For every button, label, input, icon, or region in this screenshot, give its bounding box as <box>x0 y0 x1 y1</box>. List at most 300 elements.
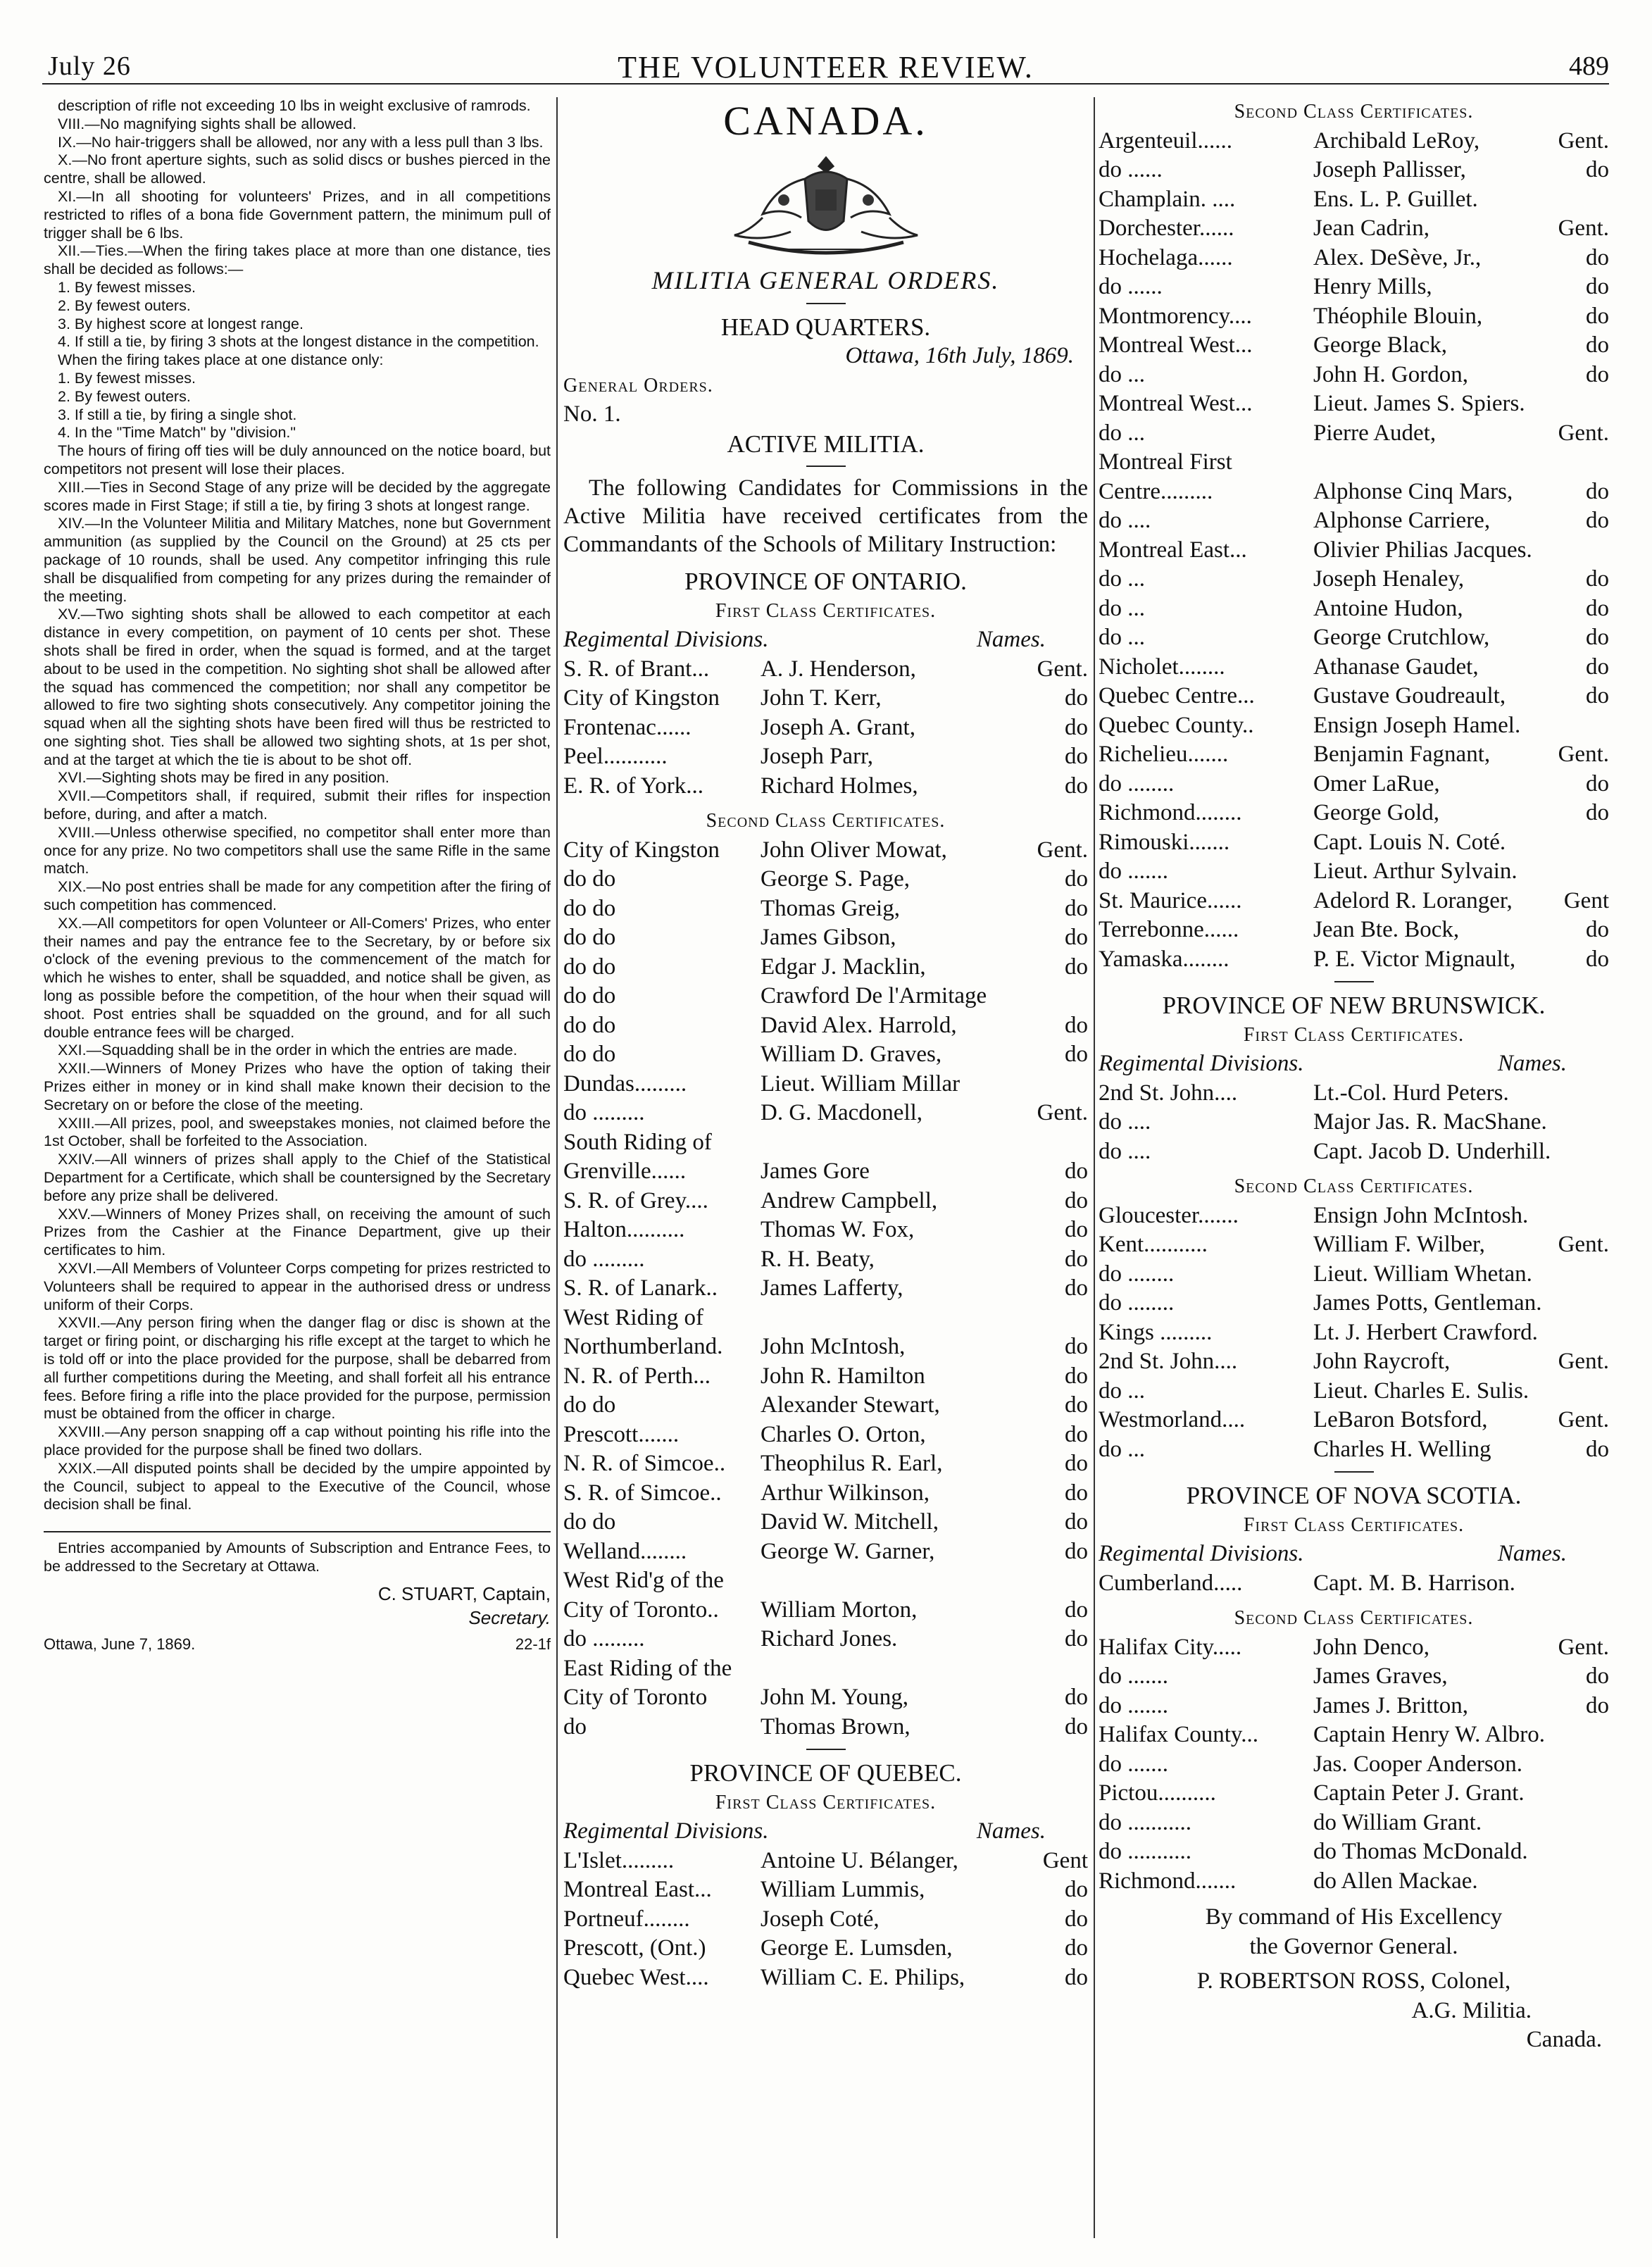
status-cell: do <box>1586 244 1609 270</box>
division-cell: Halifax County... <box>1099 1722 1258 1747</box>
name-cell: Olivier Philias Jacques. <box>1313 537 1532 563</box>
status-cell: do <box>1065 895 1088 921</box>
orders-title: MILITIA GENERAL ORDERS. <box>651 266 1000 294</box>
closing-country: Canada. <box>1526 2027 1602 2052</box>
name-cell: Thomas W. Fox, <box>761 1217 915 1242</box>
name-cell: Joseph Henaley, <box>1313 566 1465 592</box>
certificate-row <box>563 1566 1088 1596</box>
right-column-orders <box>1099 97 1609 2238</box>
division-cell: Kings ......... <box>1099 1319 1213 1345</box>
name-cell: Jean Bte. Bock, <box>1313 917 1460 942</box>
division-cell: N. R. of Simcoe.. <box>563 1451 726 1476</box>
certificate-row <box>1099 1662 1609 1692</box>
certificate-row <box>563 713 1088 743</box>
certificate-row <box>563 1011 1088 1041</box>
division-cell: Quebec West.... <box>563 1964 709 1990</box>
name-cell: John Raycroft, <box>1313 1349 1451 1374</box>
rule-paragraph: 3. If still a tie, by firing a single shot. <box>58 406 297 423</box>
name-cell: Joseph A. Grant, <box>761 714 915 740</box>
province-title: PROVINCE OF NEW BRUNSWICK. <box>1162 992 1546 1019</box>
certificate-row <box>563 1099 1088 1128</box>
certificate-row <box>1099 448 1609 477</box>
certificate-row <box>1099 799 1609 828</box>
status-cell: do <box>1065 1246 1088 1272</box>
middle-column-orders <box>563 97 1088 2238</box>
division-cell: Richmond........ <box>1099 800 1242 825</box>
certificate-row <box>563 1391 1088 1420</box>
division-cell: do ....... <box>1099 1692 1168 1718</box>
division-cell: Champlain. .... <box>1099 186 1236 212</box>
certificate-row <box>1099 214 1609 244</box>
status-cell: do <box>1065 1392 1088 1418</box>
name-cell: Jas. Cooper Anderson. <box>1313 1751 1522 1777</box>
certificate-row <box>563 1449 1088 1479</box>
rule-paragraph: XI.—In all shooting for volunteers' Prizes, and in all competitions restricted to rifles of a bona fide Government pattern, the minimum pull of trigger shall be 6 lbs. <box>44 187 551 242</box>
certificate-row <box>563 1934 1088 1963</box>
name-cell: Lt.-Col. Hurd Peters. <box>1313 1080 1509 1106</box>
division-cell: Cumberland..... <box>1099 1570 1243 1596</box>
rule-paragraph: XXIV.—All winners of prizes shall apply to the Chief of the Statistical Department for a Certificate, which shall be countersigned by the Secretary before any prize shall be delivered. <box>44 1151 551 1204</box>
name-cell: Richard Holmes, <box>761 773 918 799</box>
status-cell: Gent. <box>1558 216 1609 241</box>
left-column-rules <box>44 97 551 2238</box>
division-cell: do do <box>563 1042 616 1067</box>
status-cell: do <box>1586 1436 1609 1462</box>
status-cell: do <box>1586 595 1609 621</box>
name-cell: William Morton, <box>761 1597 918 1623</box>
certificate-row <box>563 1713 1088 1742</box>
name-cell: John Denco, <box>1313 1634 1429 1660</box>
status-cell: do <box>1586 654 1609 680</box>
certificate-row <box>1099 1347 1609 1377</box>
province-title: PROVINCE OF QUEBEC. <box>689 1759 962 1787</box>
status-cell: do <box>1065 866 1088 892</box>
name-cell: George Gold, <box>1313 800 1440 825</box>
name-cell: John H. Gordon, <box>1313 361 1468 387</box>
names-header: Names. <box>1497 1541 1567 1566</box>
status-cell: Gent. <box>1037 1100 1088 1125</box>
rule-paragraph: XVII.—Competitors shall, if required, submit their rifles for inspection before, during, and after a match. <box>44 787 551 823</box>
status-cell: do <box>1586 157 1609 182</box>
class-heading: First Class Certificates. <box>1243 1513 1465 1536</box>
division-cell: S. R. of Simcoe.. <box>563 1480 722 1506</box>
certificate-row <box>1099 887 1609 916</box>
status-cell: do <box>1586 1663 1609 1689</box>
name-cell: Ens. L. P. Guillet. <box>1313 186 1478 212</box>
certificate-row <box>563 1654 1088 1684</box>
rule-paragraph: XV.—Two sighting shots shall be allowed to each competitor at each distance in every competition, on payment of 10 cents per shot. These shots shall be fired in order, when the squad is formed, and at the target about to be used in the competition. No sighting shot shall be allowed after the squad has commenced the competition; nor shall any competitor be allowed to fire two sighting shots consecutively. Any competitor joining the squad when all the sighting shots have been fired will thus be restricted to one sighting shot. Ties shall be allowed two sighting shots, at 1s per shot, and at the target at which the tie is about to be shot off. <box>44 606 551 768</box>
certificate-row <box>563 894 1088 924</box>
status-cell: do <box>1065 1451 1088 1476</box>
status-cell: do <box>1586 946 1609 972</box>
name-cell: do Allen Mackae. <box>1313 1868 1478 1894</box>
ns-first-class-list <box>1099 1569 1609 1599</box>
divisions-header: Regimental Divisions. <box>563 1818 769 1844</box>
name-cell: Joseph Coté, <box>761 1906 880 1932</box>
name-cell: John R. Hamilton <box>761 1363 925 1389</box>
division-cell: Montmorency.... <box>1099 303 1252 329</box>
certificate-row <box>1099 1435 1609 1465</box>
certificate-row <box>1099 1108 1609 1137</box>
status-cell: do <box>1065 1906 1088 1932</box>
name-cell: Alexander Stewart, <box>761 1392 940 1418</box>
rule-paragraph: 4. If still a tie, by firing 3 shots at the longest distance in the competition. <box>58 333 539 351</box>
status-cell: do <box>1065 773 1088 799</box>
name-cell: do William Grant. <box>1313 1809 1482 1835</box>
name-cell: R. H. Beaty, <box>761 1246 875 1272</box>
rule-paragraph: 4. In the "Time Match" by "division." <box>58 424 296 442</box>
certificate-row <box>1099 740 1609 770</box>
certificate-row <box>1099 419 1609 449</box>
division-cell: Grenville...... <box>563 1159 687 1184</box>
division-cell: do ...... <box>1099 274 1163 299</box>
certificate-row <box>1099 1692 1609 1721</box>
rule-paragraph: XIV.—In the Volunteer Militia and Military Matches, none but Government ammunition (as supplied by the Council on the Ground) at 25 cts per package of 10 rounds, shall be used. Any competitor infringing this rule shall be disqualified from competing for any prizes during the remainder of the meeting. <box>44 515 551 605</box>
page-number: 489 <box>1569 51 1609 81</box>
names-header: Names. <box>976 1818 1046 1844</box>
division-cell: L'Islet......... <box>563 1847 675 1873</box>
status-cell: do <box>1065 1626 1088 1651</box>
rule-paragraph: XXVII.—Any person firing when the danger flag or disc is shown at the target or firing point, or discharging his rifle except at the target to which he is told off or into the place provided for the purpose, shall be debarred from all further competitions during the Meeting, and shall forfeit all his entrance fees. Before firing a rifle into the place provided for the purpose, permission must be obtained from the officer in charge. <box>44 1314 551 1423</box>
status-cell: do <box>1586 508 1609 533</box>
division-cell: South Riding of <box>563 1129 712 1155</box>
division-cell: S. R. of Brant... <box>563 656 710 682</box>
division-cell: Montreal First <box>1099 449 1232 475</box>
column-headers <box>563 625 1088 655</box>
status-cell: do <box>1065 685 1088 711</box>
rule-paragraph: IX.—No hair-triggers shall be allowed, nor any with a less pull than 3 lbs. <box>58 133 544 151</box>
certificate-row <box>563 1847 1088 1876</box>
certificate-row <box>563 1963 1088 1993</box>
status-cell: do <box>1065 1597 1088 1623</box>
division-cell: Centre......... <box>1099 478 1213 504</box>
column-headers <box>1099 1049 1609 1079</box>
dateline: Ottawa, 16th July, 1869. <box>845 343 1074 368</box>
division-cell: Richelieu....... <box>1099 742 1229 767</box>
division-cell: Montreal West... <box>1099 332 1253 358</box>
class-heading: Second Class Certificates. <box>1234 101 1474 123</box>
country-heading: CANADA. <box>723 98 928 144</box>
division-cell: do ......... <box>563 1100 645 1125</box>
certificate-row <box>1099 1837 1609 1867</box>
signature-title: Secretary. <box>468 1606 551 1628</box>
class-heading: Second Class Certificates. <box>1234 1607 1474 1629</box>
division-cell: do do <box>563 895 616 921</box>
class-heading: First Class Certificates. <box>1243 1023 1465 1046</box>
division-cell: S. R. of Grey.... <box>563 1187 708 1213</box>
name-cell: Lieut. James S. Spiers. <box>1313 391 1525 416</box>
division-cell: Nicholet........ <box>1099 654 1225 680</box>
newspaper-title: THE VOLUNTEER REVIEW. <box>618 50 1034 85</box>
name-cell: Capt. M. B. Harrison. <box>1313 1570 1515 1596</box>
name-cell: Captain Peter J. Grant. <box>1313 1780 1525 1806</box>
name-cell: Crawford De l'Armitage <box>761 983 987 1008</box>
certificate-row <box>1099 477 1609 507</box>
certificate-row <box>1099 711 1609 741</box>
nb-second-class-list <box>1099 1201 1609 1465</box>
name-cell: Thomas Brown, <box>761 1713 911 1740</box>
division-cell: West Rid'g of the <box>563 1568 724 1593</box>
division-cell: do do <box>563 983 616 1008</box>
rule-paragraph: XII.—Ties.—When the firing takes place at more than one distance, ties shall be decided as follows:— <box>44 242 551 278</box>
rule-paragraph: VIII.—No magnifying sights shall be allowed. <box>58 115 357 132</box>
name-cell: Athanase Gaudet, <box>1313 654 1479 680</box>
divider <box>806 1749 846 1750</box>
status-cell: do <box>1065 954 1088 980</box>
class-heading: First Class Certificates. <box>715 599 937 622</box>
division-cell: Terrebonne...... <box>1099 917 1239 942</box>
certificate-row <box>563 1187 1088 1216</box>
division-cell: do <box>563 1713 587 1740</box>
division-cell: do ........... <box>1099 1809 1191 1835</box>
name-cell: James Graves, <box>1313 1663 1448 1689</box>
certificate-row <box>1099 682 1609 711</box>
rule-paragraph: XXVIII.—Any person snapping off a cap without pointing his rifle into the place provided for the purpose shall be fined two dollars. <box>44 1423 551 1459</box>
division-cell: do do <box>563 866 616 892</box>
column-headers <box>563 1817 1088 1847</box>
division-cell: Gloucester....... <box>1099 1202 1239 1228</box>
name-cell: George W. Garner, <box>761 1538 935 1564</box>
name-cell: Jean Cadrin, <box>1313 216 1429 241</box>
column-rule <box>1094 97 1095 2238</box>
ns-second-class-list <box>1099 1633 1609 1897</box>
rule-paragraph: description of rifle not exceeding 10 lbs in weight exclusive of ramrods. <box>58 97 531 114</box>
certificate-row <box>1099 1230 1609 1260</box>
headquarters-heading: HEAD QUARTERS. <box>720 313 931 341</box>
column-rule <box>556 97 558 2238</box>
division-cell: S. R. of Lanark.. <box>563 1275 718 1301</box>
certificate-row <box>1099 916 1609 945</box>
name-cell: John T. Kerr, <box>761 685 882 711</box>
status-cell: Gent. <box>1558 420 1609 446</box>
certificate-row <box>1099 244 1609 273</box>
certificate-row <box>1099 623 1609 653</box>
name-cell: Pierre Audet, <box>1313 420 1437 446</box>
certificate-row <box>1099 1867 1609 1897</box>
name-cell: Joseph Pallisser, <box>1313 157 1466 182</box>
division-cell: Frontenac...... <box>563 714 692 740</box>
certificate-row <box>1099 1079 1609 1108</box>
name-cell: Major Jas. R. MacShane. <box>1313 1109 1547 1135</box>
name-cell: Arthur Wilkinson, <box>761 1480 930 1506</box>
name-cell: John Oliver Mowat, <box>761 837 947 863</box>
certificate-row <box>563 1157 1088 1187</box>
division-cell: West Riding of <box>563 1304 703 1330</box>
status-cell: do <box>1065 925 1088 950</box>
rules-text <box>44 97 551 1514</box>
division-cell: do ....... <box>1099 1663 1168 1689</box>
rule-paragraph: XXI.—Squadding shall be in the order in which the entries are made. <box>58 1042 518 1059</box>
certificate-row <box>1099 273 1609 302</box>
quebec-first-class-list <box>563 1847 1088 1993</box>
certificate-row <box>563 1216 1088 1245</box>
certificate-row <box>563 923 1088 953</box>
rule-paragraph: 3. By highest score at longest range. <box>58 315 304 332</box>
ontario-first-class-list <box>563 655 1088 801</box>
division-cell: Quebec County.. <box>1099 712 1254 738</box>
divider <box>1334 1471 1374 1473</box>
division-cell: do ... <box>1099 1378 1145 1404</box>
name-cell: Charles O. Orton, <box>761 1421 926 1447</box>
certificate-row <box>1099 594 1609 624</box>
name-cell: do Thomas McDonald. <box>1313 1839 1528 1864</box>
certificate-row <box>563 1508 1088 1537</box>
division-cell: City of Kingston <box>563 837 720 863</box>
certificate-row <box>1099 565 1609 594</box>
name-cell: Antoine U. Bélanger, <box>761 1847 958 1873</box>
division-cell: Richmond....... <box>1099 1868 1237 1894</box>
division-cell: Argenteuil...... <box>1099 127 1233 154</box>
division-cell: do ........ <box>1099 1261 1175 1287</box>
rule-paragraph: XXII.—Winners of Money Prizes who have the option of taking their Prizes either in money or in kind shall make known their decision to the Secretary on or before the close of the meeting. <box>44 1060 551 1113</box>
name-cell: Alphonse Cinq Mars, <box>1313 478 1513 504</box>
certificate-row <box>1099 1779 1609 1809</box>
status-cell: Gent. <box>1558 1407 1609 1432</box>
certificate-row <box>563 684 1088 713</box>
division-cell: Welland........ <box>563 1538 687 1564</box>
name-cell <box>753 1566 1088 1596</box>
rule-paragraph: XXVI.—All Members of Volunteer Corps competing for prizes restricted to Volunteers shall be required to appear in the authorised dress or undress uniform of their Corps. <box>44 1260 551 1313</box>
certificate-row <box>563 1683 1088 1713</box>
division-cell: do ... <box>1099 566 1145 592</box>
certificate-row <box>1099 1201 1609 1231</box>
certificate-row <box>1099 1318 1609 1348</box>
divider <box>1334 981 1374 982</box>
certificate-row <box>1099 331 1609 361</box>
status-cell: Gent. <box>1558 742 1609 767</box>
name-cell: James Gore <box>761 1159 870 1184</box>
divider <box>806 303 846 304</box>
division-cell: do ... <box>1099 361 1145 387</box>
name-cell: A. J. Henderson, <box>761 656 916 682</box>
closing-signature <box>1099 1903 1609 2055</box>
rule-paragraph: 1. By fewest misses. <box>58 369 196 387</box>
name-cell: Captain Henry W. Albro. <box>1313 1722 1546 1747</box>
name-cell: Archibald LeRoy, <box>1313 127 1480 154</box>
names-header: Names. <box>1497 1051 1567 1076</box>
division-cell: Kent........... <box>1099 1232 1208 1257</box>
certificate-row <box>1099 506 1609 536</box>
name-cell: George Crutchlow, <box>1313 625 1490 650</box>
certificate-row <box>1099 1137 1609 1167</box>
certificate-row <box>563 1537 1088 1567</box>
status-cell: do <box>1586 800 1609 825</box>
name-cell: Andrew Campbell, <box>761 1187 938 1213</box>
rule-paragraph: XIII.—Ties in Second Stage of any prize will be decided by the aggregate scores made in First Stage; if still a tie, by firing 3 shots at longest range. <box>44 478 551 514</box>
division-cell: do ........... <box>1099 1839 1191 1864</box>
province-title: PROVINCE OF NOVA SCOTIA. <box>1186 1482 1522 1509</box>
division-cell: do do <box>563 925 616 950</box>
certificate-row <box>563 1070 1088 1099</box>
certificate-row <box>563 1479 1088 1509</box>
certificate-row <box>1099 185 1609 215</box>
division-cell: East Riding of the <box>563 1655 732 1681</box>
province-title: PROVINCE OF ONTARIO. <box>684 568 967 595</box>
name-cell: Lieut. Arthur Sylvain. <box>1313 858 1518 884</box>
division-cell: N. R. of Perth... <box>563 1363 711 1389</box>
status-cell: Gent. <box>1558 1634 1609 1660</box>
status-cell: do <box>1065 744 1088 769</box>
division-cell: Yamaska........ <box>1099 946 1229 972</box>
status-cell: do <box>1065 1217 1088 1242</box>
division-cell: City of Toronto <box>563 1685 708 1710</box>
status-cell: Gent. <box>1558 127 1609 154</box>
status-cell: do <box>1065 1042 1088 1067</box>
status-cell: do <box>1065 1480 1088 1506</box>
division-cell: do do <box>563 1509 616 1535</box>
status-cell: do <box>1586 332 1609 358</box>
status-cell: Gent. <box>1558 1232 1609 1257</box>
divisions-header: Regimental Divisions. <box>1099 1541 1304 1566</box>
division-cell: Westmorland.... <box>1099 1407 1246 1432</box>
certificate-row <box>563 836 1088 866</box>
certificate-row <box>1099 302 1609 332</box>
status-cell: do <box>1586 361 1609 387</box>
certificate-row <box>1099 361 1609 390</box>
status-cell: do <box>1065 1538 1088 1564</box>
certificate-row <box>1099 1377 1609 1406</box>
certificate-row <box>1099 127 1609 156</box>
signature-name: C. STUART, Captain, <box>377 1582 551 1604</box>
rule-paragraph: When the firing takes place at one distance only: <box>58 351 384 369</box>
status-cell: do <box>1065 1012 1088 1038</box>
ontario-second-class-list <box>563 836 1088 1742</box>
status-cell: Gent. <box>1558 1349 1609 1374</box>
certificate-row <box>1099 945 1609 975</box>
status-cell: do <box>1065 1187 1088 1213</box>
certificate-row <box>1099 1809 1609 1838</box>
certificate-row <box>563 1245 1088 1275</box>
class-heading: First Class Certificates. <box>715 1791 937 1813</box>
division-cell: do ......... <box>563 1246 645 1272</box>
name-cell: John M. Young, <box>761 1685 908 1710</box>
certificate-row <box>1099 1720 1609 1750</box>
name-cell: Benjamin Fagnant, <box>1313 742 1491 767</box>
issue-date: July 26 <box>48 51 131 81</box>
division-cell: 2nd St. John.... <box>1099 1349 1238 1374</box>
division-cell: do ........ <box>1099 1290 1175 1316</box>
certificate-row <box>563 1362 1088 1392</box>
division-cell: do do <box>563 1012 616 1038</box>
certificate-row <box>563 1040 1088 1070</box>
rule-paragraph: XXV.—Winners of Money Prizes shall, on receiving the amount of such Prizes from the Cashier at the Finance Department, give up their certificates to him. <box>44 1205 551 1259</box>
name-cell: P. E. Victor Mignault, <box>1313 946 1516 972</box>
certificate-row <box>1099 389 1609 419</box>
certificate-row <box>563 655 1088 685</box>
status-cell: Gent <box>1042 1847 1088 1873</box>
name-cell: Alphonse Carriere, <box>1313 508 1491 533</box>
division-cell: Northumberland. <box>563 1334 723 1359</box>
name-cell: James Gibson, <box>761 925 896 950</box>
rule-paragraph: The hours of firing off ties will be duly announced on the notice board, but competitors not present will lose their places. <box>44 442 551 477</box>
signature-block <box>44 1582 551 1630</box>
name-cell: Ensign John McIntosh. <box>1313 1202 1529 1228</box>
class-heading: Second Class Certificates. <box>1234 1175 1474 1197</box>
name-cell: Alex. DeSève, Jr., <box>1313 244 1482 270</box>
name-cell: Antoine Hudon, <box>1313 595 1463 621</box>
rule-paragraph: 2. By fewest outers. <box>58 387 191 405</box>
division-cell: Peel........... <box>563 744 668 769</box>
name-cell: David W. Mitchell, <box>761 1509 939 1535</box>
page-header <box>42 48 1609 85</box>
certificate-row <box>563 1128 1088 1158</box>
rule-paragraph: XVIII.—Unless otherwise specified, no competitor shall enter more than once for any prize. No two competitors shall use the same Rifle in the same match. <box>44 823 551 878</box>
name-cell: John McIntosh, <box>761 1334 906 1359</box>
division-cell: do .... <box>1099 508 1151 533</box>
name-cell: Lieut. William Millar <box>761 1070 960 1097</box>
certificate-row <box>1099 156 1609 185</box>
division-cell: E. R. of York... <box>563 773 703 799</box>
